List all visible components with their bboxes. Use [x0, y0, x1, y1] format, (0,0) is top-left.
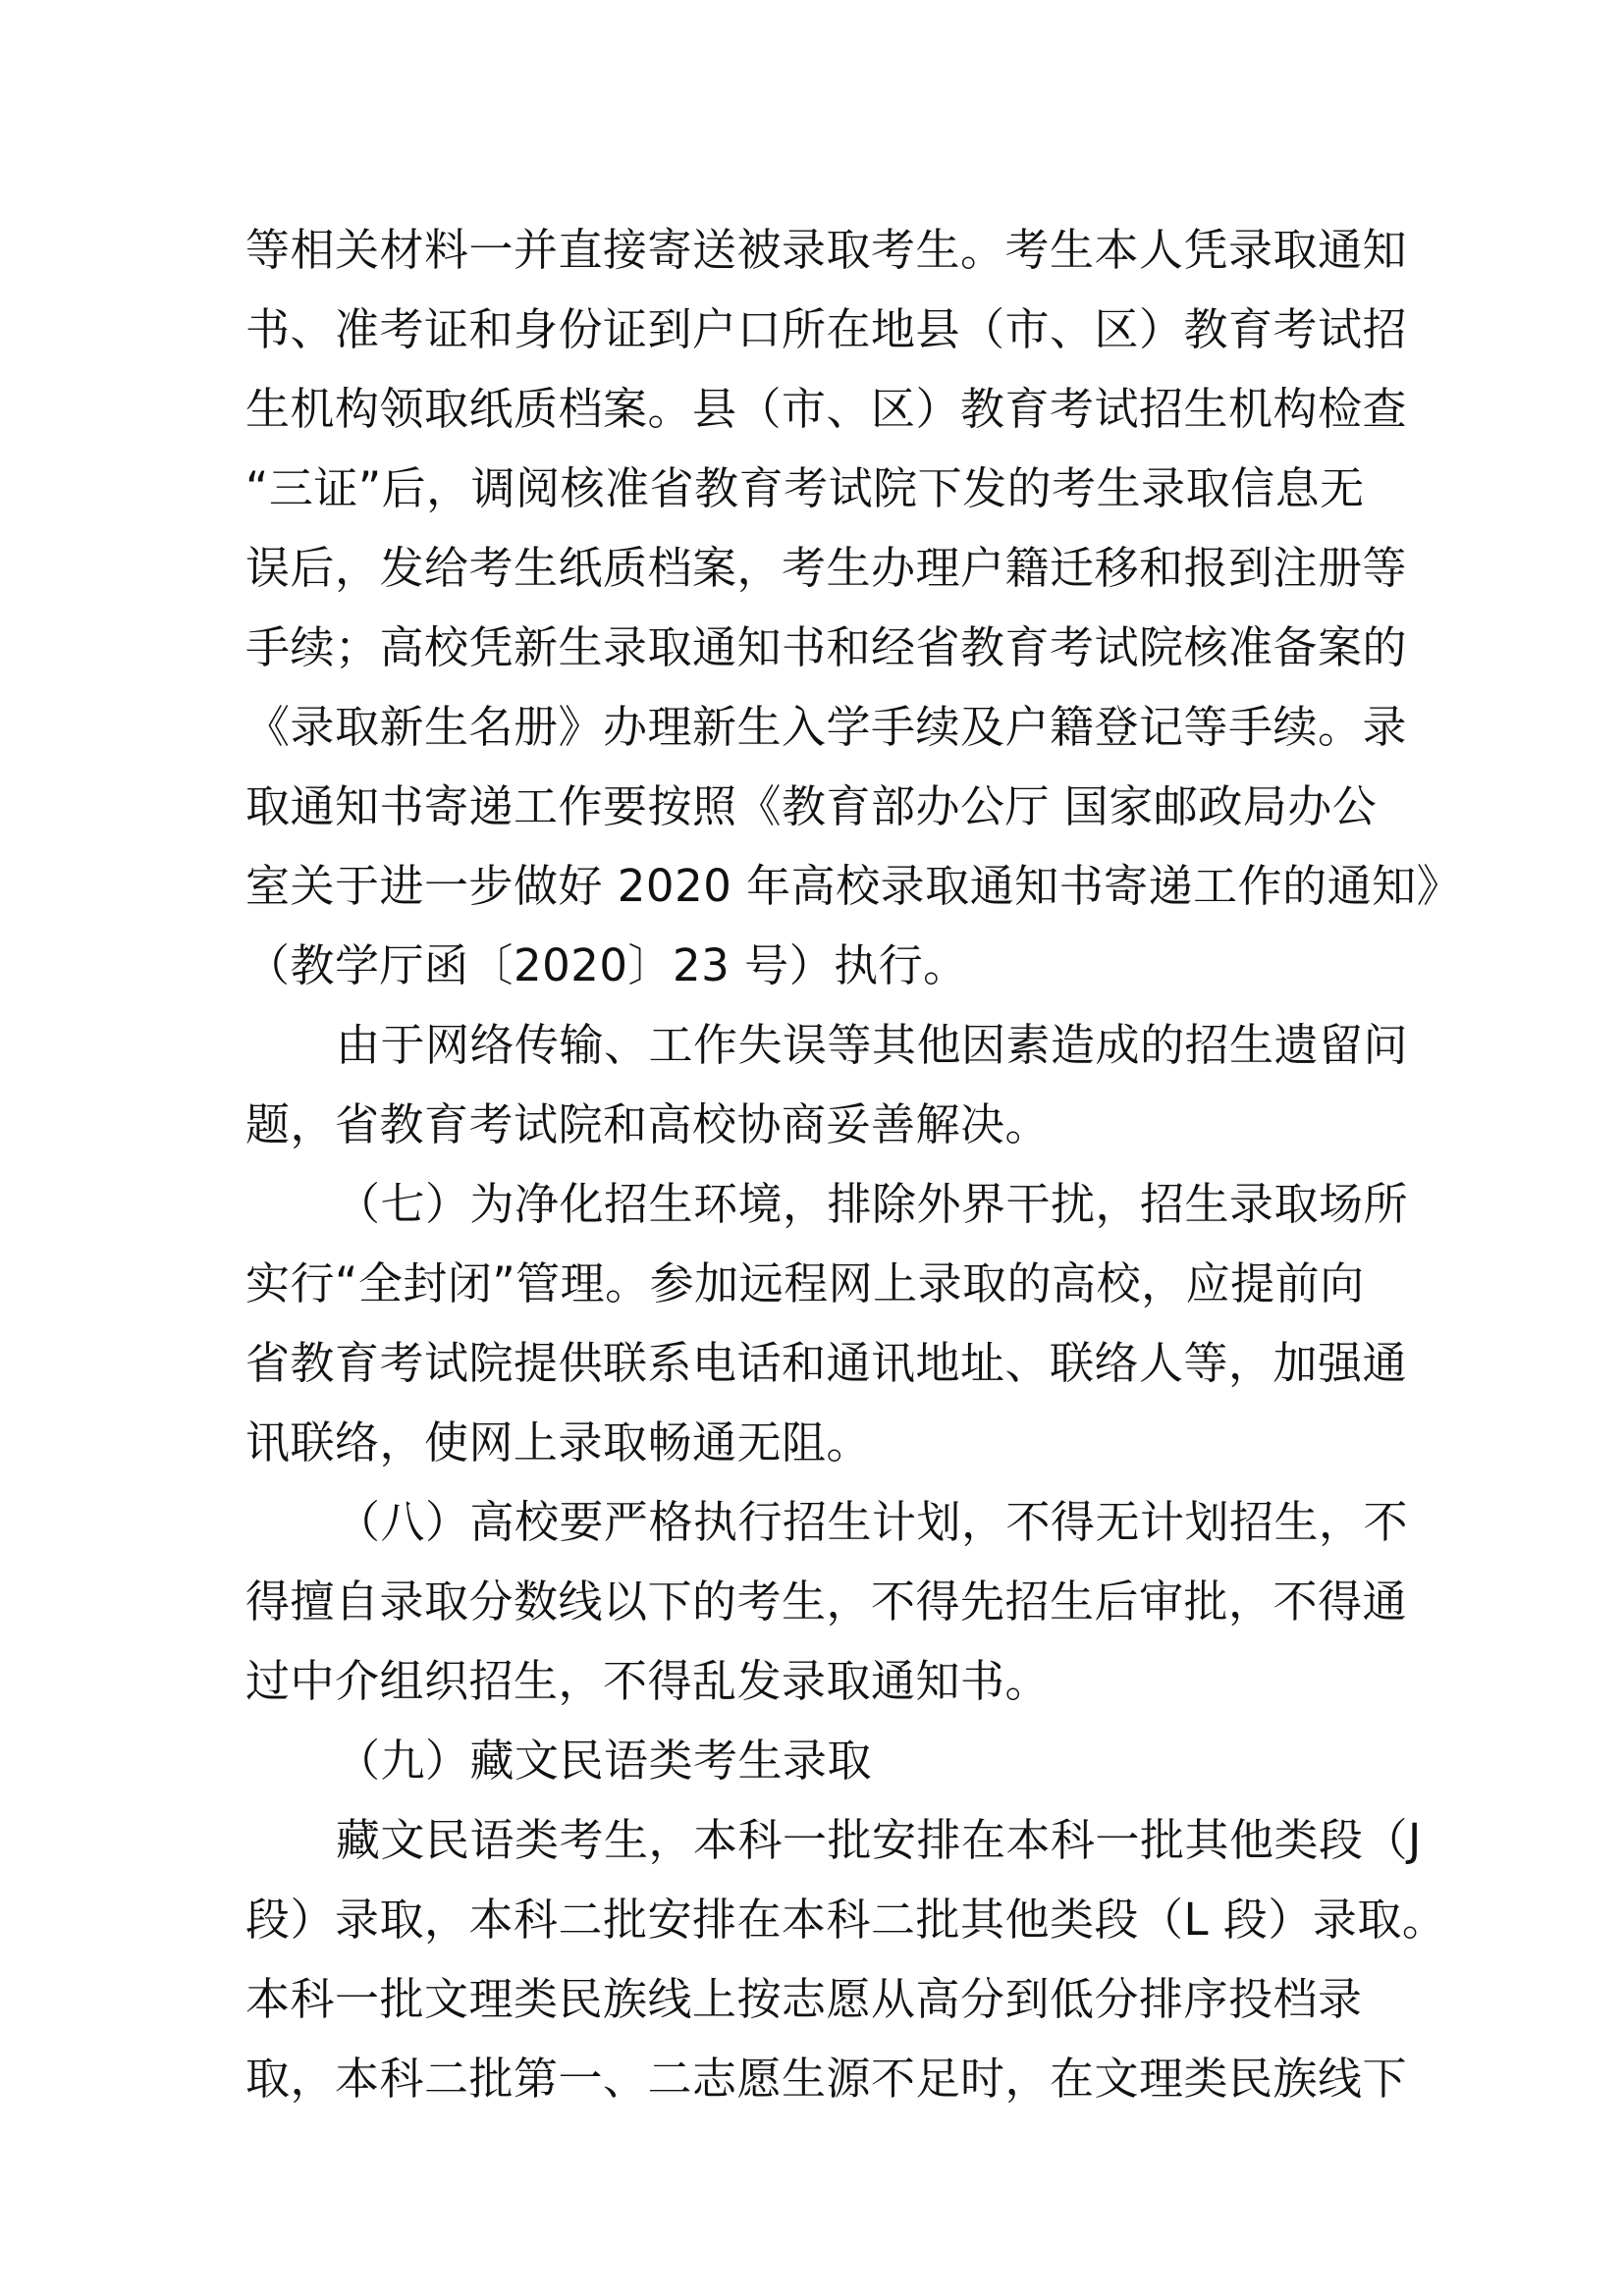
text-line: （八）高校要严格执行招生计划，不得无计划招生，不	[336, 1496, 1409, 1548]
text-line: “三证”后，调阅核准省教育考试院下发的考生录取信息无	[245, 462, 1365, 514]
text-line: 取，本科二批第一、二志愿生源不足时，在文理类民族线下	[245, 2053, 1408, 2105]
text-line: 室关于进一步做好 2020 年高校录取通知书寄递工作的通知》	[245, 860, 1462, 912]
text-line: 生机构领取纸质档案。县（市、区）教育考试招生机构检查	[245, 383, 1408, 435]
text-line: 等相关材料一并直接寄送被录取考生。考生本人凭录取通知	[245, 224, 1408, 276]
text-line: 省教育考试院提供联系电话和通讯地址、联络人等，加强通	[245, 1337, 1408, 1389]
text-line: 藏文民语类考生，本科一批安排在本科一批其他类段（J	[336, 1814, 1422, 1866]
text-line: （七）为净化招生环境，排除外界干扰，招生录取场所	[336, 1178, 1409, 1230]
text-line: 讯联络，使网上录取畅通无阻。	[245, 1416, 872, 1468]
text-line: 本科一批文理类民族线上按志愿从高分到低分排序投档录	[245, 1973, 1363, 2025]
text-line: 《录取新生名册》办理新生入学手续及户籍登记等手续。录	[245, 701, 1408, 753]
text-line: 题，省教育考试院和高校协商妥善解决。	[245, 1098, 1051, 1150]
text-line: 取通知书寄递工作要按照《教育部办公厅 国家邮政局办公	[245, 780, 1378, 832]
text-line: 由于网络传输、工作失误等其他因素造成的招生遗留问	[336, 1019, 1409, 1071]
text-line: 实行“全封闭”管理。参加远程网上录取的高校，应提前向	[245, 1257, 1365, 1309]
text-line: （教学厅函〔2020〕23 号）执行。	[245, 939, 968, 991]
body-text	[245, 210, 1462, 2118]
text-line: 段）录取，本科二批安排在本科二批其他类段（L 段）录取。	[245, 1894, 1447, 1946]
text-line: （九）藏文民语类考生录取	[336, 1735, 873, 1787]
text-line: 得擅自录取分数线以下的考生，不得先招生后审批，不得通	[245, 1575, 1408, 1628]
text-line: 书、准考证和身份证到户口所在地县（市、区）教育考试招	[245, 303, 1408, 355]
text-line: 手续；高校凭新生录取通知书和经省教育考试院核准备案的	[245, 621, 1408, 673]
text-line: 过中介组织招生，不得乱发录取通知书。	[245, 1655, 1051, 1707]
text-line: 误后，发给考生纸质档案，考生办理户籍迁移和报到注册等	[245, 542, 1408, 594]
